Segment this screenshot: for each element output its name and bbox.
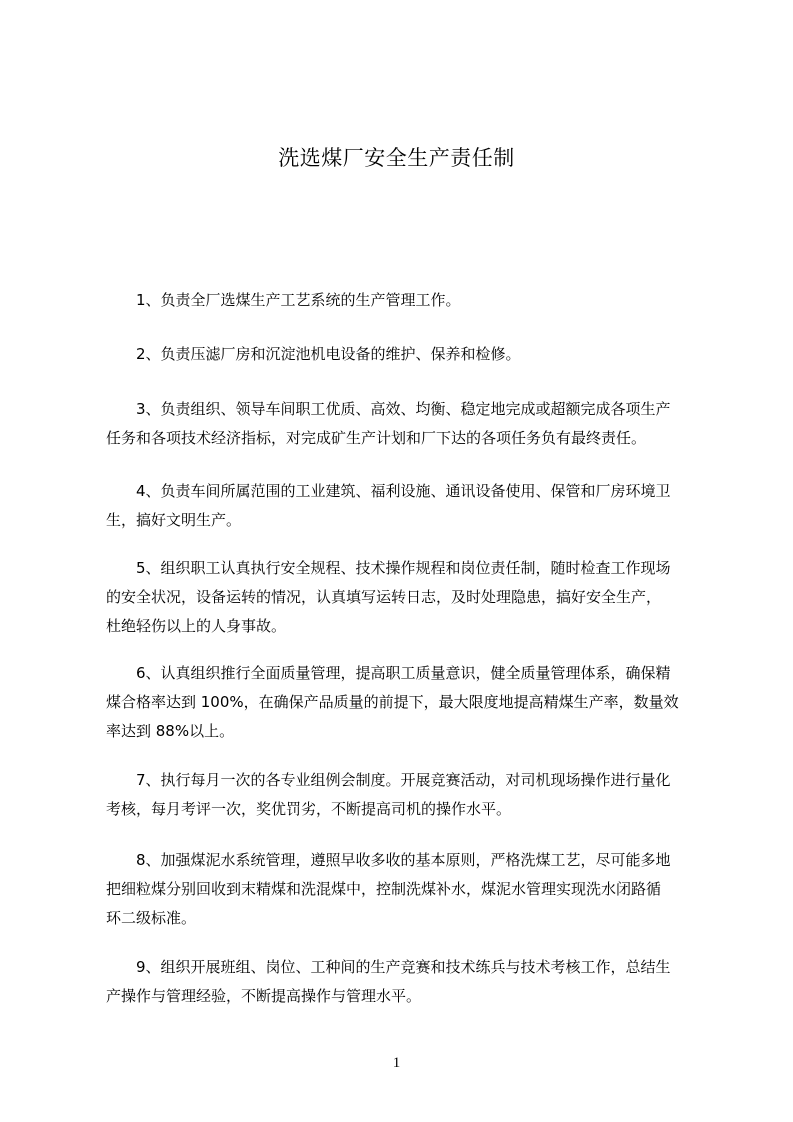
paragraph-line: 的安全状况，设备运转的情况，认真填写运转日志，及时处理隐患，搞好安全生产， bbox=[106, 588, 662, 606]
paragraph-line: 7、执行每月一次的各专业组例会制度。开展竞赛活动，对司机现场操作进行量化 bbox=[136, 771, 671, 789]
paragraph-line: 任务和各项技术经济指标，对完成矿生产计划和厂下达的各项任务负有最终责任。 bbox=[106, 429, 647, 447]
paragraph-line: 8、加强煤泥水系统管理，遵照早收多收的基本原则，严格洗煤工艺，尽可能多地 bbox=[136, 851, 671, 869]
paragraph-4 bbox=[106, 477, 716, 535]
paragraph-3 bbox=[106, 395, 716, 453]
paragraph-line: 5、组织职工认真执行安全规程、技术操作规程和岗位责任制，随时检查工作现场 bbox=[136, 559, 671, 577]
paragraph-line: 生，搞好文明生产。 bbox=[106, 511, 242, 529]
paragraph-line: 杜绝轻伤以上的人身事故。 bbox=[106, 617, 287, 635]
paragraph-5 bbox=[106, 554, 716, 641]
paragraph-line: 6、认真组织推行全面质量管理，提高职工质量意识，健全质量管理体系，确保精 bbox=[136, 664, 671, 682]
paragraph-line: 4、负责车间所属范围的工业建筑、福利设施、通讯设备使用、保管和厂房环境卫 bbox=[136, 482, 671, 500]
paragraph-9 bbox=[106, 953, 716, 1011]
paragraph-line: 率达到 88%以上。 bbox=[106, 722, 235, 740]
paragraph-line: 环二级标准。 bbox=[106, 909, 197, 927]
paragraph-line: 把细粒煤分别回收到末精煤和洗混煤中，控制洗煤补水，煤泥水管理实现洗水闭路循 bbox=[106, 880, 662, 898]
paragraph-8 bbox=[106, 846, 716, 933]
page-number: 1 bbox=[392, 1055, 401, 1071]
paragraph-line: 1、负责全厂选煤生产工艺系统的生产管理工作。 bbox=[136, 291, 461, 309]
paragraph-line: 2、负责压滤厂房和沉淀池机电设备的维护、保养和检修。 bbox=[136, 345, 521, 363]
paragraph-line: 考核，每月考评一次，奖优罚劣，不断提高司机的操作水平。 bbox=[106, 800, 512, 818]
paragraph-line: 煤合格率达到 100%，在确保产品质量的前提下，最大限度地提高精煤生产率，数量效 bbox=[106, 693, 679, 711]
paragraph-line: 3、负责组织、领导车间职工优质、高效、均衡、稳定地完成或超额完成各项生产 bbox=[136, 400, 671, 418]
paragraph-1 bbox=[106, 286, 716, 315]
paragraph-2 bbox=[106, 340, 716, 369]
paragraph-line: 产操作与管理经验，不断提高操作与管理水平。 bbox=[106, 987, 422, 1005]
paragraph-7 bbox=[106, 766, 716, 824]
document-title: 洗选煤厂安全生产责任制 bbox=[278, 146, 515, 170]
paragraph-6 bbox=[106, 659, 716, 746]
paragraph-line: 9、组织开展班组、岗位、工种间的生产竞赛和技术练兵与技术考核工作，总结生 bbox=[136, 958, 671, 976]
